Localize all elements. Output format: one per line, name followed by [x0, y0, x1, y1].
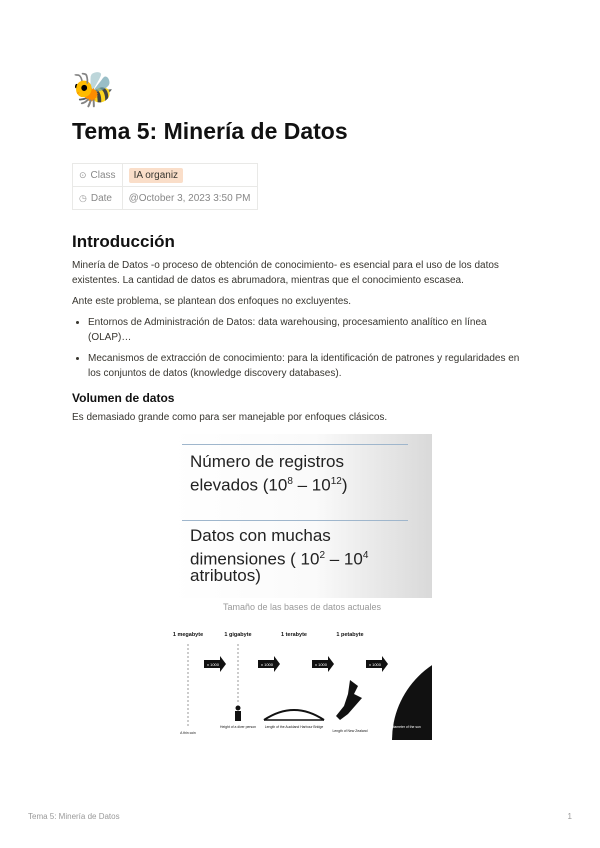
arrow-icon: [312, 656, 334, 672]
volumen-paragraph: Es demasiado grande como para ser manejable por enfoques clásicos.: [72, 412, 388, 423]
unit-label: 1 megabyte: [172, 632, 204, 638]
unit-label: 1 exabyte: [391, 632, 417, 638]
unit-label: 1 petabyte: [336, 632, 364, 638]
slide-text-line: dimensiones ( $10^2 - 10^4$: [190, 549, 369, 569]
svg-text:x 1000: x 1000: [314, 662, 328, 667]
svg-text:x 1000: x 1000: [260, 662, 274, 667]
page-emoji-icon: 🐝: [72, 71, 115, 109]
slide-divider: [182, 520, 408, 521]
page-title: Tema 5: Minería de Datos: [72, 118, 348, 144]
scale-label: Height of a diver person: [220, 725, 256, 729]
slide-text-line: atributos): [190, 566, 261, 585]
clock-icon: ◷: [79, 192, 87, 203]
arrow-icon: [366, 656, 388, 672]
list-item: • Mecanismos de extracción de conocimiento: para la identificación de patrones y regularidades en los conjuntos de datos (knowledge discovery databases).: [88, 351, 532, 381]
property-key-label: Date: [90, 192, 112, 204]
scale-label: Length of the Auckland Harbour Bridge: [264, 725, 324, 729]
scale-label: Diameter of the sun: [391, 725, 421, 729]
svg-text:x 1000: x 1000: [368, 662, 382, 667]
data-scale-infographic: [172, 628, 432, 740]
property-value[interactable]: [122, 164, 257, 187]
intro-paragraph-2: Ante este problema, se plantean dos enfoques no excluyentes.: [72, 296, 352, 307]
slide-text-line: elevados $(10^8 - 10^{12})$: [190, 475, 348, 495]
scale-label: A thin coin: [180, 731, 196, 735]
scale-label: Length of New Zealand: [332, 729, 368, 733]
arrow-icon: [258, 656, 280, 672]
properties-table: [72, 163, 258, 210]
list-item: • Entornos de Administración de Datos: data warehousing, procesamiento analítico en línea (OLAP)…: [88, 315, 532, 345]
unit-label: 1 terabyte: [281, 632, 307, 638]
property-row-class[interactable]: [73, 164, 258, 187]
property-key: [73, 164, 123, 187]
new-zealand-icon: [336, 680, 362, 720]
intro-heading: Introducción: [72, 232, 175, 251]
slide-text-line: Datos con muchas: [190, 526, 331, 545]
bridge-icon: [264, 710, 324, 720]
footer-title: Tema 5: Minería de Datos: [28, 812, 120, 821]
property-row-date[interactable]: [73, 187, 258, 210]
property-key: [73, 187, 123, 210]
arrow-icon: [204, 656, 226, 672]
svg-text:x 1000: x 1000: [206, 662, 220, 667]
volumen-heading: Volumen de datos: [72, 391, 175, 405]
class-property-icon: ⊙: [79, 169, 87, 180]
slide-image: [172, 434, 432, 598]
intro-bullet-list: [72, 315, 532, 381]
page-number: 1: [567, 812, 572, 821]
unit-label: 1 gigabyte: [224, 632, 252, 638]
person-icon: [235, 706, 241, 722]
image-caption: Tamaño de las bases de datos actuales: [222, 602, 382, 612]
page-content: [72, 70, 532, 735]
infographic-svg: [172, 628, 432, 740]
intro-paragraph-1: Minería de Datos -o proceso de obtención de conocimiento- es esencial para el uso de los datos existentes. La cantidad de datos es abrumadora, mientras que el conocimiento escasea.: [72, 260, 499, 286]
property-key-label: Class: [90, 169, 116, 181]
class-tag[interactable]: IA organiz: [129, 168, 183, 183]
slide-text-line: Número de registros: [190, 452, 345, 471]
slide-divider: [182, 444, 408, 445]
property-value[interactable]: [122, 187, 257, 210]
date-value[interactable]: @October 3, 2023 3:50 PM: [128, 192, 251, 204]
